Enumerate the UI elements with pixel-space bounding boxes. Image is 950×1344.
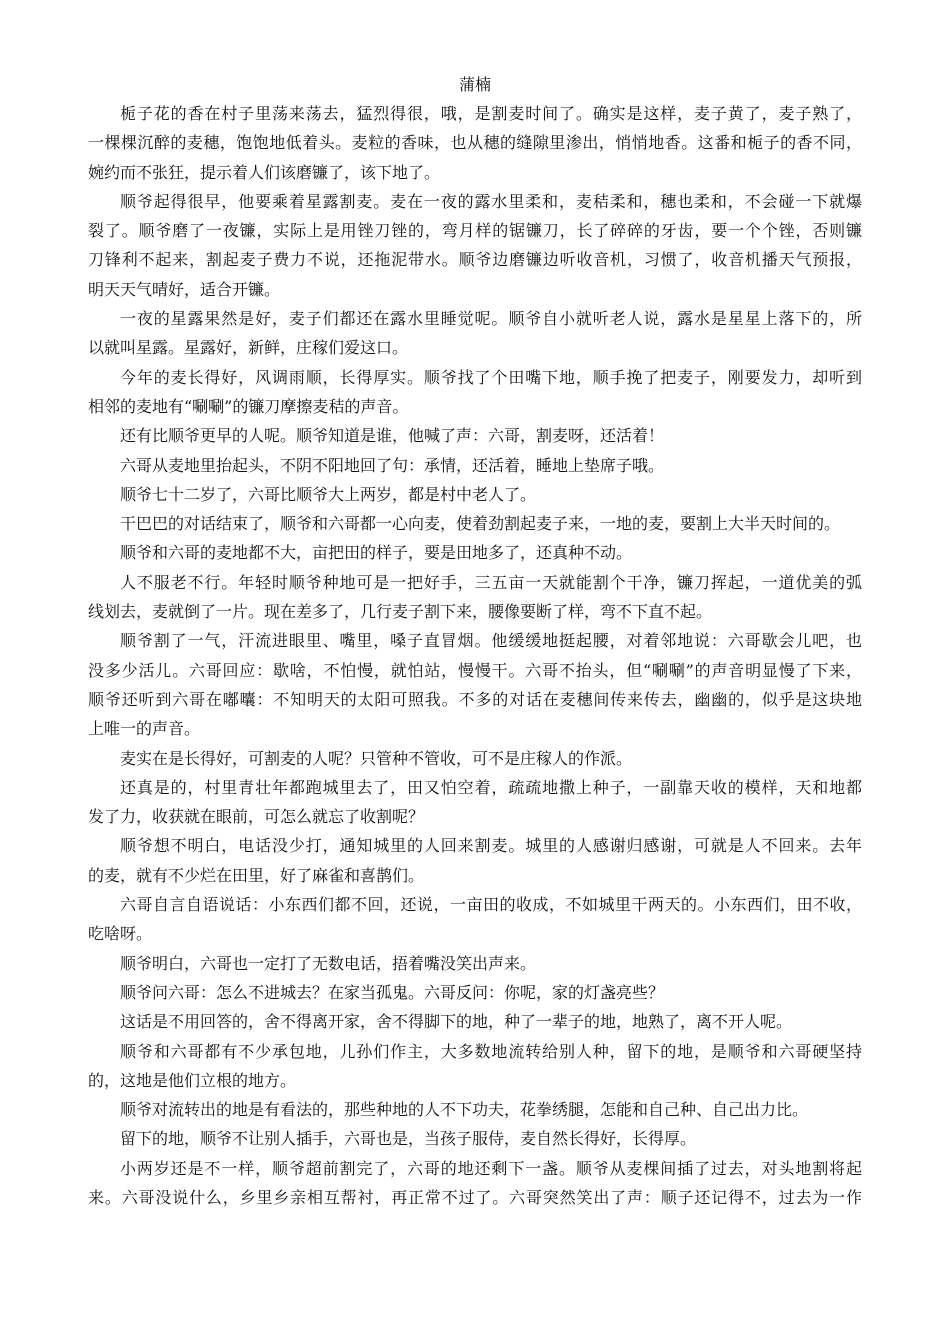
paragraph	[88, 890, 862, 949]
paragraph	[88, 187, 862, 304]
paragraph	[88, 978, 862, 1007]
article-title: 蒲楠	[458, 75, 491, 94]
paragraph-line: 一棵棵沉醉的麦穗，饱饱地低着头。麦粒的香味，也从穗的缝隙里渗出，悄悄地香。这番和栀子的香不同，	[88, 133, 862, 153]
article-body	[88, 99, 862, 1212]
paragraph-line: 六哥从麦地里抬起头，不阴不阳地回了句：承情，还活着，睡地上垫席子哦。	[120, 455, 665, 475]
paragraph-line: 明天天气晴好，适合开镰。	[88, 279, 281, 299]
paragraph	[88, 1007, 862, 1036]
paragraph-line: 还真是的，村里青壮年都跑城里去了，田又怕空着，疏疏地撒上种子，一副靠天收的模样，天和地都	[120, 777, 862, 797]
paragraph	[88, 99, 862, 187]
paragraph-line: 顺爷和六哥的麦地都不大，亩把田的样子，要是田地多了，还真种不动。	[120, 543, 633, 563]
paragraph-line: 顺爷起得很早，他要乘着星露割麦。麦在一夜的露水里柔和，麦秸柔和，穗也柔和，不会碰一下就爆	[120, 191, 862, 211]
paragraph-line: 来。六哥没说什么，乡里乡亲相互帮衬，再正常不过了。六哥突然笑出了声：顺子还记得不，过去为一作	[88, 1187, 862, 1207]
paragraph	[88, 1095, 862, 1124]
paragraph-line: 麦实在是长得好，可割麦的人呢？只管种不管收，可不是庄稼人的作派。	[120, 748, 633, 768]
paragraph-line: 人不服老不行。年轻时顺爷种地可是一把好手，三五亩一天就能割个干净，镰刀挥起，一道优美的弧	[120, 572, 862, 592]
paragraph-line: 刀锋利不起来，割起麦子费力不说，还拖泥带水。顺爷边磨镰边听收音机，习惯了，收音机播天气预报，	[88, 250, 862, 270]
paragraph-line: 顺爷和六哥都有不少承包地，儿孙们作主，大多数地流转给别人种，留下的地，是顺爷和六哥硬坚持	[120, 1041, 862, 1061]
paragraph-line: 小两岁还是不一样，顺爷超前割完了，六哥的地还剩下一盏。顺爷从麦棵间插了过去，对头地割将起	[120, 1158, 862, 1178]
paragraph-line: 顺爷问六哥：怎么不进城去？在家当孤鬼。六哥反问：你呢，家的灯盏亮些？	[120, 982, 665, 1002]
paragraph-line: 顺爷七十二岁了，六哥比顺爷大上两岁，都是村中老人了。	[120, 484, 537, 504]
paragraph-line: 没多少活儿。六哥回应：歇啥，不怕慢，就怕站，慢慢干。六哥不抬头，但“唰唰”的声音明显慢了下来，	[88, 660, 862, 680]
paragraph-line: 六哥自言自语说话：小东西们都不回，还说，一亩田的收成，不如城里干两天的。小东西们，田不收，	[120, 895, 862, 915]
paragraph	[88, 363, 862, 422]
paragraph-line: 线划去，麦就倒了一片。现在差多了，几行麦子割下来，腰像要断了样，弯不下直不起。	[88, 602, 713, 622]
paragraph	[88, 1124, 862, 1153]
paragraph-line: 顺爷明白，六哥也一定打了无数电话，捂着嘴没笑出声来。	[120, 953, 537, 973]
paragraph	[88, 568, 862, 627]
paragraph-line: 的，这地是他们立根的地方。	[88, 1070, 297, 1090]
paragraph	[88, 744, 862, 773]
paragraph	[88, 949, 862, 978]
paragraph-line: 今年的麦长得好，风调雨顺，长得厚实。顺爷找了个田嘴下地，顺手挽了把麦子，刚要发力，却听到	[120, 367, 862, 387]
paragraph-line: 栀子花的香在村子里荡来荡去，猛烈得很，哦，是割麦时间了。确实是这样，麦子黄了，麦子熟了，	[120, 104, 862, 123]
paragraph	[88, 451, 862, 480]
paragraph-line: 发了力，收获就在眼前，可怎么就忘了收割呢？	[88, 807, 425, 827]
paragraph-line: 的麦，就有不少烂在田里，好了麻雀和喜鹊们。	[88, 865, 425, 885]
paragraph-line: 干巴巴的对话结束了，顺爷和六哥都一心向麦，使着劲割起麦子来，一地的麦，要割上大半天时间的。	[120, 514, 841, 534]
paragraph-line: 这话是不用回答的，舍不得离开家，舍不得脚下的地，种了一辈子的地，地熟了，离不开人呢。	[120, 1012, 793, 1032]
paragraph	[88, 626, 862, 743]
paragraph-line: 顺爷想不明白，电话没少打，通知城里的人回来割麦。城里的人感谢归感谢，可就是人不回来。去年	[120, 836, 862, 856]
paragraph-line: 顺爷还听到六哥在嘟囔：不知明天的太阳可照我。不多的对话在麦穗间传来传去，幽幽的，似乎是这块地	[88, 689, 862, 709]
paragraph	[88, 480, 862, 509]
paragraph-line: 还有比顺爷更早的人呢。顺爷知道是谁，他喊了声：六哥，割麦呀，还活着！	[120, 426, 665, 446]
paragraph	[88, 538, 862, 567]
paragraph	[88, 304, 862, 363]
paragraph-line: 顺爷对流转出的地是有看法的，那些种地的人不下功夫，花拳绣腿，怎能和自己种、自己出力比。	[120, 1100, 809, 1120]
paragraph	[88, 509, 862, 538]
paragraph-line: 以就叫星露。星露好，新鲜，庄稼们爱这口。	[88, 338, 409, 358]
paragraph-line: 上唯一的声音。	[88, 719, 201, 739]
paragraph-line: 吃啥呀。	[88, 924, 153, 944]
paragraph-line: 顺爷割了一气，汗流进眼里、嘴里，嗓子直冒烟。他缓缓地挺起腰，对着邻地说：六哥歇会儿吧，也	[120, 631, 862, 651]
paragraph	[88, 421, 862, 450]
paragraph-line: 婉约而不张狂，提示着人们该磨镰了，该下地了。	[88, 162, 441, 182]
paragraph-line: 裂了。顺爷磨了一夜镰，实际上是用锉刀锉的，弯月样的锯镰刀，长了碎碎的牙齿，要一个个锉，否则镰	[88, 221, 862, 241]
paragraph-line: 留下的地，顺爷不让别人插手，六哥也是，当孩子服侍，麦自然长得好，长得厚。	[120, 1129, 697, 1149]
paragraph	[88, 1037, 862, 1096]
paragraph	[88, 773, 862, 832]
paragraph	[88, 1154, 862, 1213]
paragraph	[88, 831, 862, 890]
paragraph-line: 一夜的星露果然是好，麦子们都还在露水里睡觉呢。顺爷自小就听老人说，露水是星星上落下的，所	[120, 309, 862, 329]
paragraph-line: 相邻的麦地有“唰唰”的镰刀摩擦麦秸的声音。	[88, 396, 409, 416]
